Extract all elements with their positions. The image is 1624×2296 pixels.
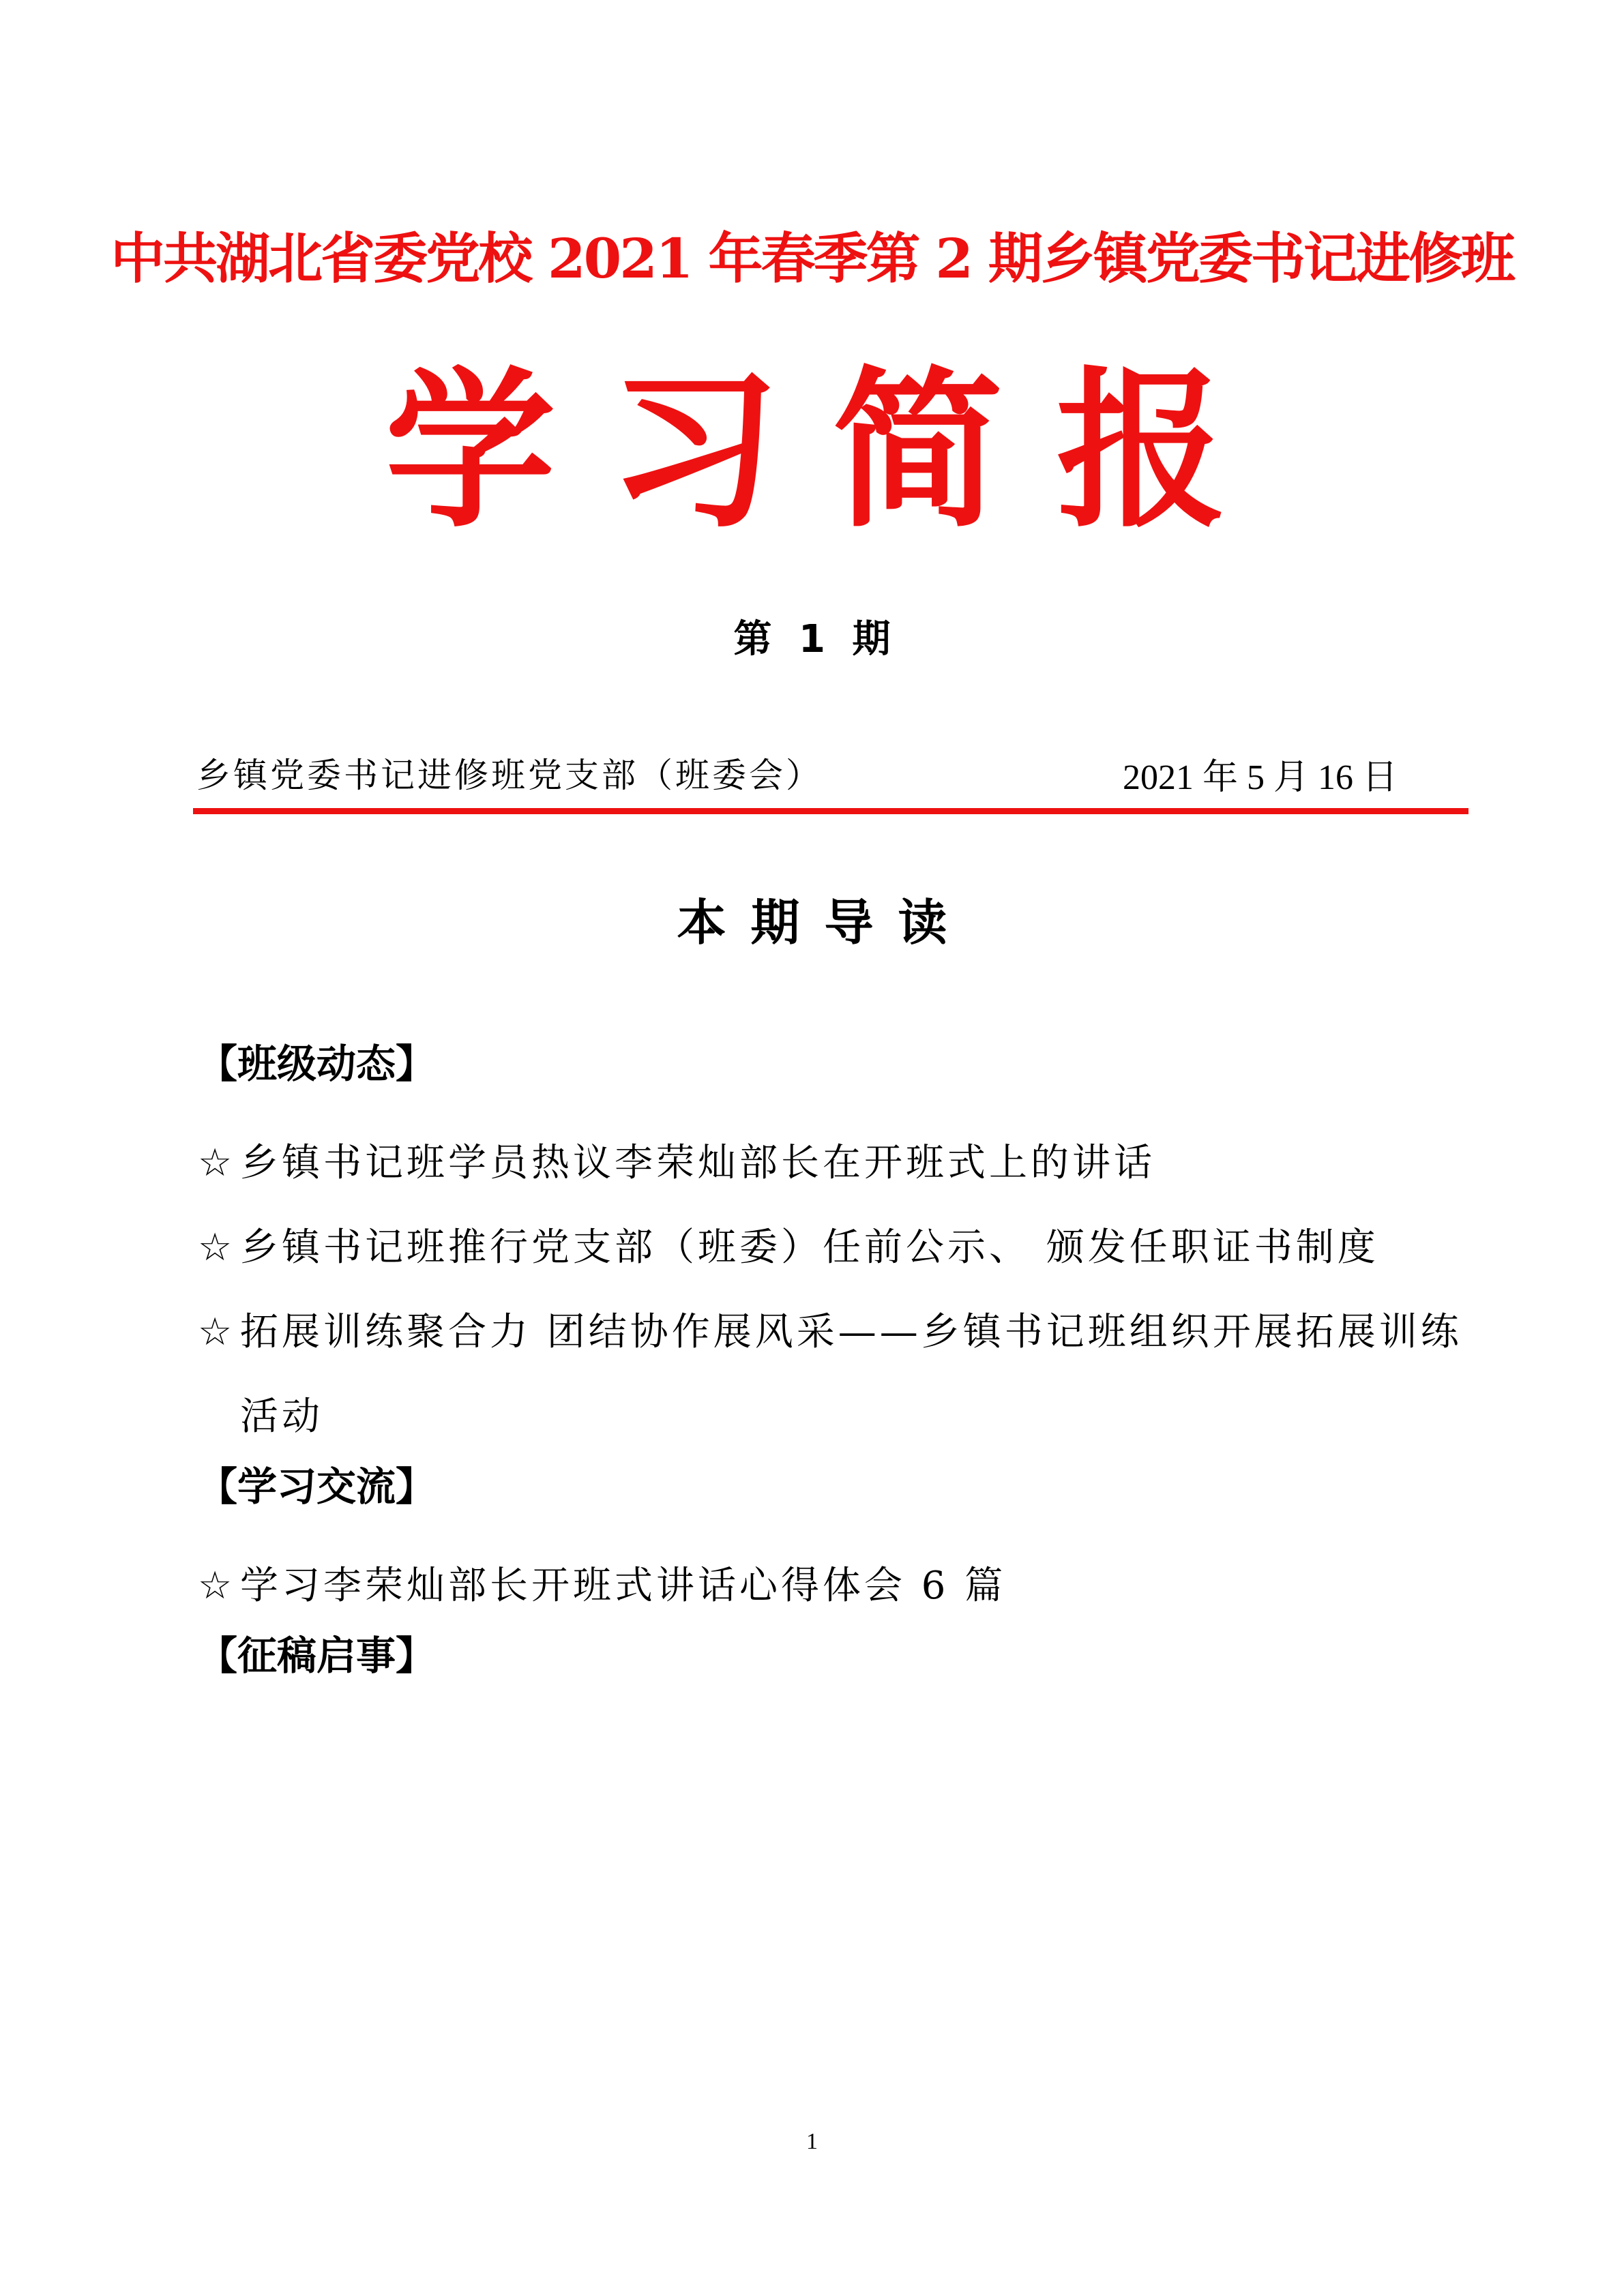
- table-of-contents: [198, 1037, 1473, 1713]
- toc-item-text: 乡镇书记班推行党支部（班委）任前公示、 颁发任职证书制度: [240, 1225, 1379, 1270]
- publisher-organization: 乡镇党委书记进修班党支部（班委会）: [196, 756, 823, 795]
- toc-item: [198, 1290, 1473, 1459]
- section-heading-call-for-papers: 【征稿启事】: [198, 1632, 436, 1679]
- toc-item-text: 学习李荣灿部长开班式讲话心得体会 6 篇: [240, 1564, 1007, 1608]
- star-icon: ☆: [198, 1310, 233, 1354]
- toc-item: [198, 1121, 1473, 1206]
- guide-title: 本期导读: [677, 893, 972, 951]
- star-icon: ☆: [198, 1225, 233, 1270]
- section-heading-class-news: 【班级动态】: [198, 1041, 436, 1087]
- toc-item-text: 乡镇书记班学员热议李荣灿部长在开班式上的讲话: [240, 1141, 1155, 1185]
- page-number: 1: [806, 2129, 818, 2154]
- star-icon: ☆: [198, 1141, 233, 1185]
- publish-date: 2021 年 5 月 16 日: [1122, 758, 1398, 797]
- toc-item: [198, 1206, 1473, 1290]
- section-heading-study-exchange: 【学习交流】: [198, 1463, 436, 1510]
- bulletin-header-title: 中共湖北省委党校 2021 年春季第 2 期乡镇党委书记进修班: [110, 226, 1514, 290]
- toc-item: [198, 1544, 1473, 1628]
- issue-number: 第 1 期: [733, 617, 891, 661]
- star-icon: ☆: [198, 1564, 233, 1608]
- toc-item-text: 拓展训练聚合力 团结协作展风采——乡镇书记班组织开展拓展训练活动: [240, 1310, 1462, 1439]
- red-divider-rule: [193, 808, 1468, 814]
- bulletin-masthead: 学习简报: [385, 350, 1280, 550]
